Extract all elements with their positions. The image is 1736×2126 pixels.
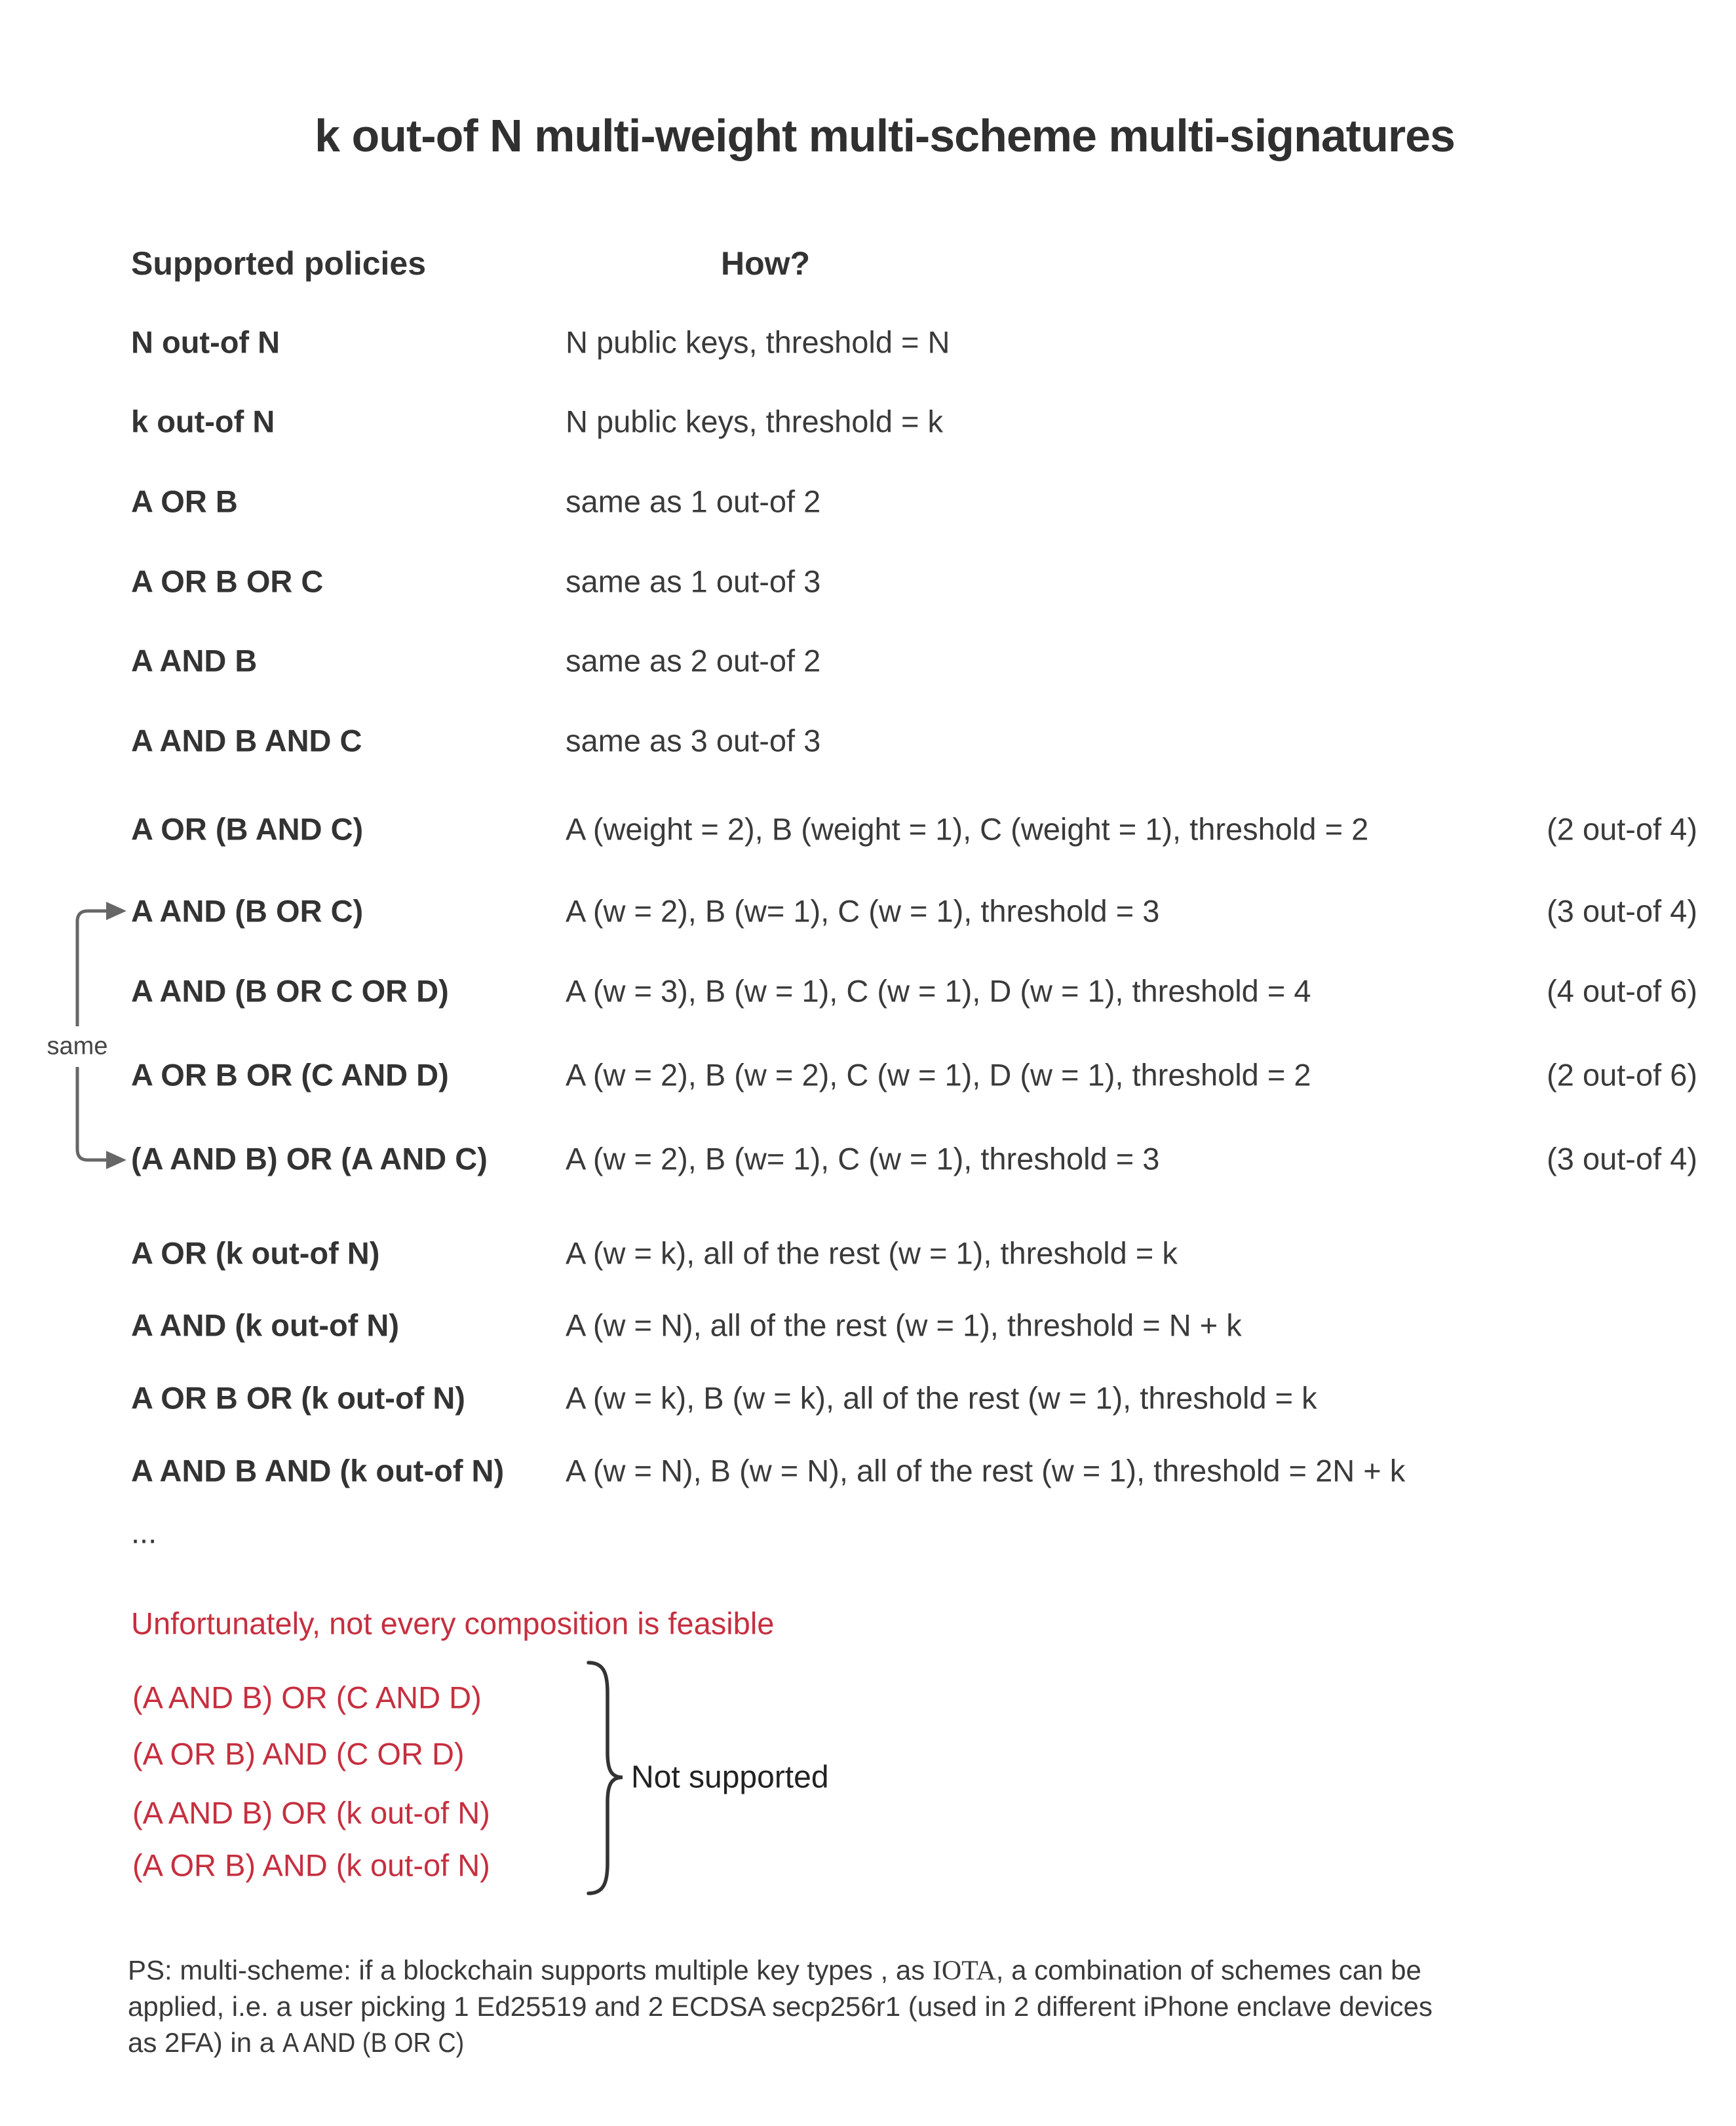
ps-line1-iota: IOTA — [932, 1956, 996, 1986]
equivalence-note: (2 out-of 4) — [1547, 811, 1697, 847]
infeasible-heading: Unfortunately, not every composition is feasible — [131, 1606, 775, 1641]
equivalence-note: (2 out-of 6) — [1547, 1057, 1697, 1092]
arrow-up-right-icon — [106, 902, 126, 920]
column-header-how: How? — [721, 245, 811, 282]
policy-label: A OR B OR (k out-of N) — [131, 1380, 465, 1416]
not-supported-label: Not supported — [631, 1760, 829, 1795]
policy-label: A AND (B OR C) — [131, 893, 364, 929]
policy-label: N out-of N — [131, 324, 280, 360]
policy-label: A OR B — [131, 484, 238, 519]
equivalence-note: (4 out-of 6) — [1547, 973, 1697, 1009]
how-text: A (w = N), all of the rest (w = 1), threshold = N + k — [566, 1307, 1242, 1343]
column-header-policies: Supported policies — [131, 245, 427, 282]
policy-label: A AND (B OR C OR D) — [131, 973, 449, 1009]
how-text: same as 3 out-of 3 — [566, 723, 821, 758]
how-text: A (weight = 2), B (weight = 1), C (weight = 1), threshold = 2 — [566, 811, 1369, 847]
ps-line-3 — [128, 2027, 484, 2058]
how-text: N public keys, threshold = k — [566, 404, 944, 439]
ps-line3-pre: as 2FA) in a — [128, 2027, 282, 2058]
ps-line1-pre: PS: multi-scheme: if a blockchain supports multiple key types , as — [128, 1954, 933, 1986]
how-text: same as 1 out-of 2 — [566, 484, 821, 519]
policy-label: (A AND B) OR (A AND C) — [131, 1141, 488, 1176]
policy-label: A AND (k out-of N) — [131, 1307, 399, 1343]
policy-label: A AND B AND C — [131, 723, 362, 758]
page-title: k out-of N multi-weight multi-scheme multi-signatures — [315, 110, 1455, 161]
policy-label: A OR (B AND C) — [131, 811, 364, 847]
same-annotation-label: same — [47, 1032, 108, 1060]
ps-line-2: applied, i.e. a user picking 1 Ed25519 and 2 ECDSA secp256r1 (used in 2 different iPhone enclave devices — [128, 1991, 1433, 2022]
policy-label: A OR B OR C — [131, 564, 324, 599]
table-ellipsis: ... — [131, 1515, 157, 1550]
infeasible-item: (A AND B) OR (C AND D) — [132, 1680, 482, 1715]
ps-line-1 — [128, 1955, 1421, 1987]
ps-line1-post: , a combination of schemes can be — [995, 1954, 1421, 1986]
how-text: A (w = 2), B (w= 1), C (w = 1), threshold = 3 — [566, 1141, 1160, 1176]
how-text: N public keys, threshold = N — [566, 324, 950, 360]
infeasible-item: (A AND B) OR (k out-of N) — [132, 1795, 490, 1830]
policy-label: A OR B OR (C AND D) — [131, 1057, 449, 1092]
how-text: same as 1 out-of 3 — [566, 564, 821, 599]
how-text: A (w = N), B (w = N), all of the rest (w = 1), threshold = 2N + k — [566, 1453, 1406, 1488]
policy-label: A AND B — [131, 643, 258, 678]
ps-line3-formula: A AND (B OR C) — [282, 2027, 465, 2058]
how-text: A (w = 2), B (w = 2), C (w = 1), D (w = 1), threshold = 2 — [566, 1057, 1311, 1092]
how-text: A (w = k), B (w = k), all of the rest (w = 1), threshold = k — [566, 1380, 1317, 1416]
how-text: same as 2 out-of 2 — [566, 643, 821, 678]
how-text: A (w = 2), B (w= 1), C (w = 1), threshold = 3 — [566, 893, 1160, 929]
infeasible-item: (A OR B) AND (C OR D) — [132, 1736, 465, 1771]
policy-label: A OR (k out-of N) — [131, 1235, 380, 1271]
equivalence-note: (3 out-of 4) — [1547, 1141, 1697, 1176]
how-text: A (w = 3), B (w = 1), C (w = 1), D (w = 1), threshold = 4 — [566, 973, 1311, 1009]
infeasible-item: (A OR B) AND (k out-of N) — [132, 1847, 490, 1883]
policy-label: A AND B AND (k out-of N) — [131, 1453, 505, 1488]
how-text: A (w = k), all of the rest (w = 1), threshold = k — [566, 1235, 1178, 1271]
equivalence-note: (3 out-of 4) — [1547, 893, 1697, 929]
arrow-down-right-icon — [106, 1151, 126, 1169]
policy-label: k out-of N — [131, 404, 275, 439]
